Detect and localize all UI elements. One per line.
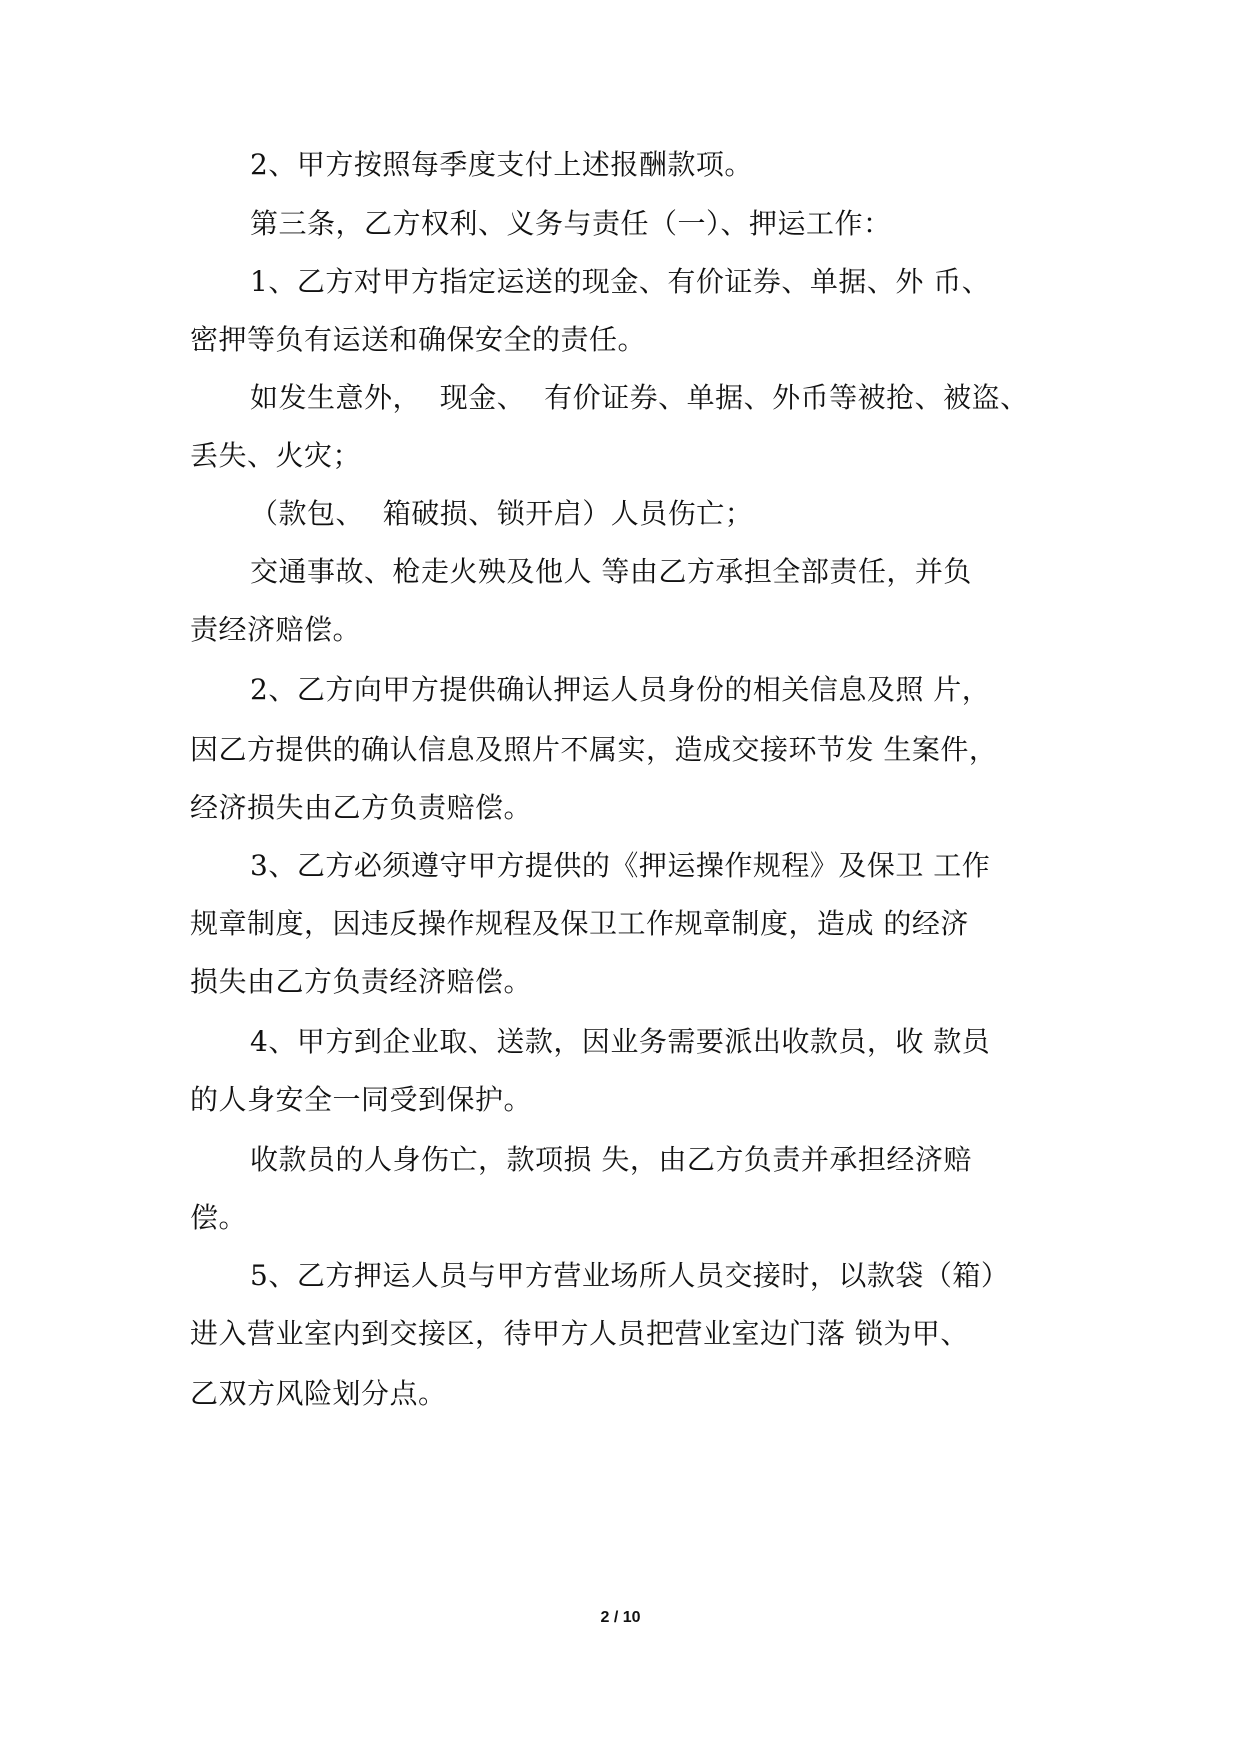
paragraph-line: 损失由乙方负责经济赔偿。 — [190, 965, 533, 998]
page-number: 2 / 10 — [600, 1609, 641, 1626]
paragraph-line: 乙双方风险划分点。 — [190, 1377, 447, 1410]
paragraph-line: 偿。 — [190, 1201, 248, 1234]
paragraph-line: 的人身安全一同受到保护。 — [190, 1083, 533, 1116]
paragraph-line: 4、甲方到企业取、送款，因业务需要派出收款员，收 款员 — [250, 1025, 991, 1058]
paragraph-line: 1、乙方对甲方指定运送的现金、有价证券、单据、外 币、 — [250, 265, 991, 298]
paragraph-line: 进入营业室内到交接区，待甲方人员把营业室边门落 锁为甲、 — [190, 1317, 969, 1350]
paragraph-line: （款包、 箱破损、锁开启）人员伤亡； — [250, 497, 754, 530]
paragraph-line: 丢失、火灾； — [190, 439, 362, 472]
paragraph-line: 规章制度，因违反操作规程及保卫工作规章制度，造成 的经济 — [190, 907, 969, 940]
paragraph-line: 因乙方提供的确认信息及照片不属实，造成交接环节发 生案件， — [190, 733, 998, 766]
paragraph-line: 2、乙方向甲方提供确认押运人员身份的相关信息及照 片， — [250, 673, 991, 706]
paragraph-line: 2、甲方按照每季度支付上述报酬款项。 — [250, 148, 753, 181]
paragraph-line: 交通事故、枪走火殃及他人 等由乙方承担全部责任，并负 — [250, 555, 972, 588]
paragraph-line: 经济损失由乙方负责赔偿。 — [190, 791, 533, 824]
paragraph-line: 收款员的人身伤亡，款项损 失，由乙方负责并承担经济赔 — [250, 1143, 972, 1176]
paragraph-line: 责经济赔偿。 — [190, 613, 362, 646]
paragraph-line: 5、乙方押运人员与甲方营业场所人员交接时，以款袋（箱） — [250, 1259, 1010, 1292]
paragraph-line: 密押等负有运送和确保安全的责任。 — [190, 323, 647, 356]
paragraph-line: 如发生意外， 现金、 有价证券、单据、外币等被抢、被盗、 — [250, 381, 1029, 414]
paragraph-line: 3、乙方必须遵守甲方提供的《押运操作规程》及保卫 工作 — [250, 849, 991, 882]
section-heading-line: 第三条，乙方权利、义务与责任（一）、押运工作： — [250, 207, 892, 240]
